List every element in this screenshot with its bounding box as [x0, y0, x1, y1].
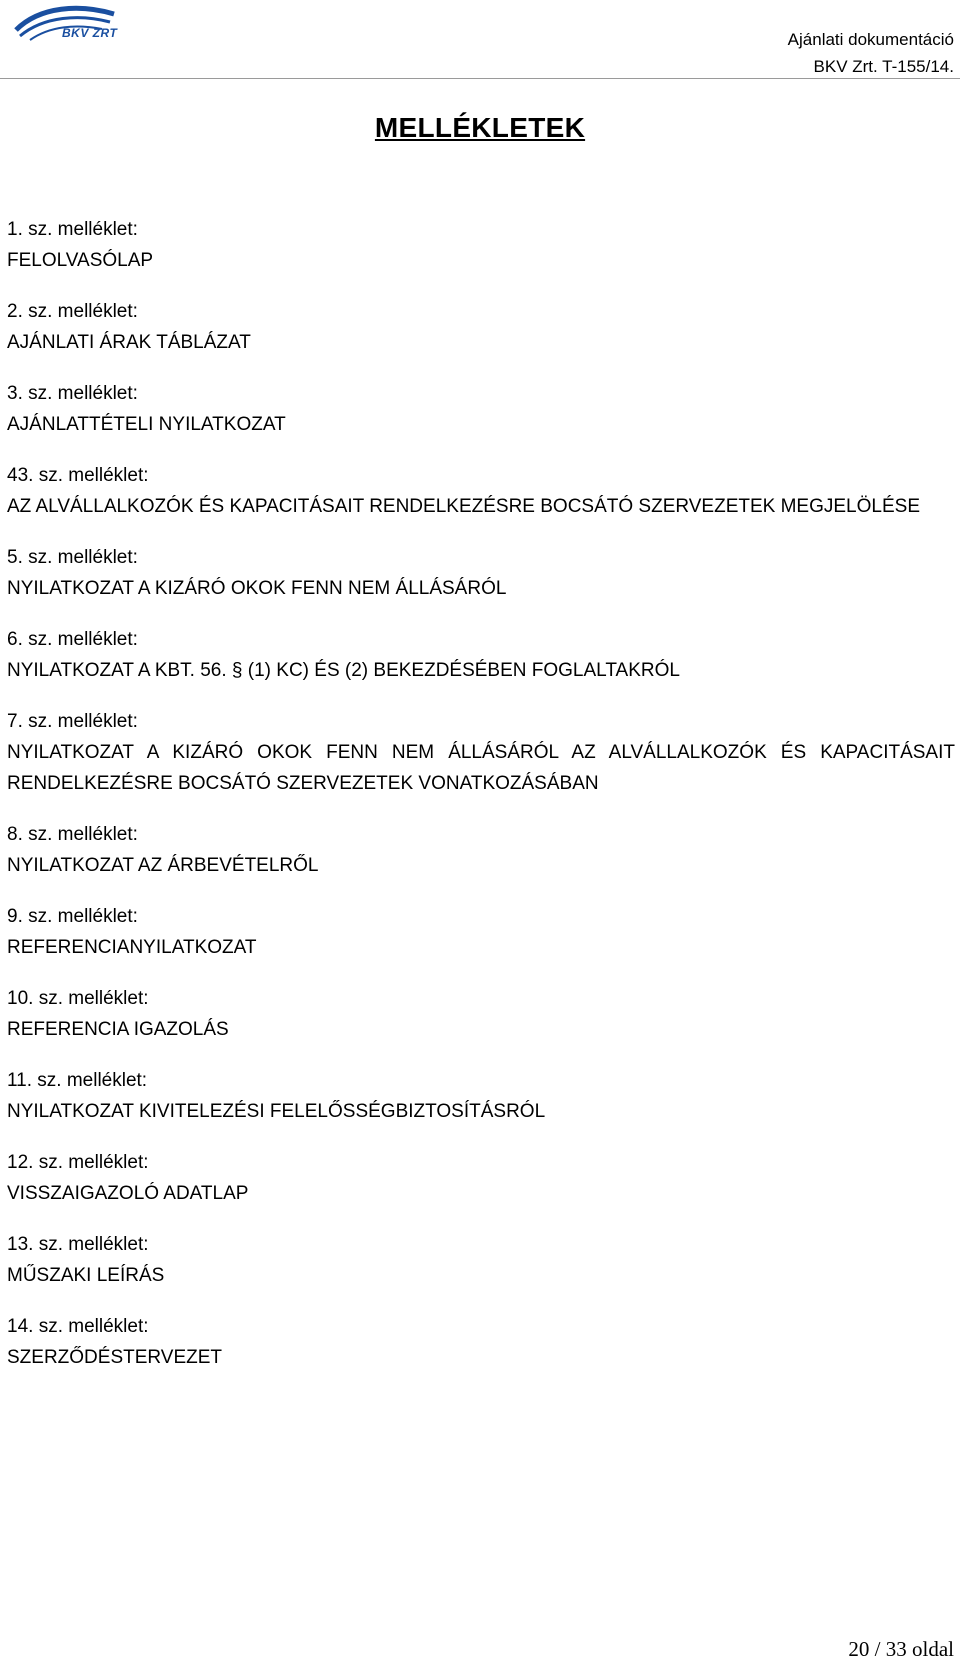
annex-label: 7. sz. melléklet:	[7, 711, 138, 732]
list-item	[7, 624, 955, 686]
annex-title: SZERZŐDÉSTERVEZET	[7, 1347, 223, 1368]
annex-label: 9. sz. melléklet:	[7, 906, 138, 927]
annex-label: 13. sz. melléklet:	[7, 1234, 149, 1255]
annex-label: 2. sz. melléklet:	[7, 301, 138, 322]
annex-label: 6. sz. melléklet:	[7, 629, 138, 650]
list-item	[7, 983, 955, 1045]
list-item	[7, 460, 955, 522]
annex-title: FELOLVASÓLAP	[7, 250, 154, 271]
annex-label: 8. sz. melléklet:	[7, 824, 138, 845]
annex-label: 1. sz. melléklet:	[7, 219, 138, 240]
annex-label: 11. sz. melléklet:	[7, 1070, 148, 1091]
annex-label: 14. sz. melléklet:	[7, 1316, 149, 1337]
annex-title: NYILATKOZAT KIVITELEZÉSI FELELŐSSÉGBIZTOSÍTÁSRÓL	[7, 1101, 546, 1122]
list-item	[7, 214, 955, 276]
list-item	[7, 1065, 955, 1127]
annex-title: MŰSZAKI LEÍRÁS	[7, 1265, 165, 1286]
annex-label: 43. sz. melléklet:	[7, 465, 149, 486]
list-item	[7, 378, 955, 440]
annex-label: 5. sz. melléklet:	[7, 547, 138, 568]
list-item	[7, 901, 955, 963]
list-item	[7, 706, 955, 799]
list-item	[7, 542, 955, 604]
annex-label: 3. sz. melléklet:	[7, 383, 138, 404]
list-item	[7, 1229, 955, 1291]
list-item	[7, 1147, 955, 1209]
annex-title: VISSZAIGAZOLÓ ADATLAP	[7, 1183, 249, 1204]
annex-title: REFERENCIANYILATKOZAT	[7, 937, 257, 958]
list-item	[7, 819, 955, 881]
annex-list	[7, 214, 955, 1393]
list-item	[7, 296, 955, 358]
page-number: 20 / 33 oldal	[848, 1637, 954, 1661]
page-title: MELLÉKLETEK	[374, 112, 586, 143]
annex-title: AJÁNLATTÉTELI NYILATKOZAT	[7, 414, 286, 435]
header-divider	[0, 78, 960, 79]
annex-label: 10. sz. melléklet:	[7, 988, 149, 1009]
annex-title: NYILATKOZAT A KIZÁRÓ OKOK FENN NEM ÁLLÁSÁRÓL AZ ALVÁLLALKOZÓK ÉS KAPACITÁSAIT RENDELKEZÉSRE BOCSÁTÓ SZERVEZETEK VONATKOZÁSÁBAN	[7, 742, 955, 794]
annex-label: 12. sz. melléklet:	[7, 1152, 149, 1173]
annex-title: NYILATKOZAT A KIZÁRÓ OKOK FENN NEM ÁLLÁSÁRÓL	[7, 578, 507, 599]
annex-title: REFERENCIA IGAZOLÁS	[7, 1019, 229, 1040]
logo-text: BKV ZRT	[62, 26, 118, 40]
annex-title: AJÁNLATI ÁRAK TÁBLÁZAT	[7, 332, 251, 353]
list-item	[7, 1311, 955, 1373]
header-doc-info	[788, 26, 954, 80]
doc-ref: BKV Zrt. T-155/14.	[813, 57, 954, 76]
annex-title: NYILATKOZAT A KBT. 56. § (1) KC) ÉS (2) BEKEZDÉSÉBEN FOGLALTAKRÓL	[7, 660, 680, 681]
page-header	[0, 0, 960, 80]
annex-title: AZ ALVÁLLALKOZÓK ÉS KAPACITÁSAIT RENDELKEZÉSRE BOCSÁTÓ SZERVEZETEK MEGJELÖLÉSE	[7, 496, 920, 517]
bkv-logo	[10, 4, 120, 46]
doc-title: Ajánlati dokumentáció	[787, 30, 954, 49]
annex-title: NYILATKOZAT AZ ÁRBEVÉTELRŐL	[7, 855, 319, 876]
